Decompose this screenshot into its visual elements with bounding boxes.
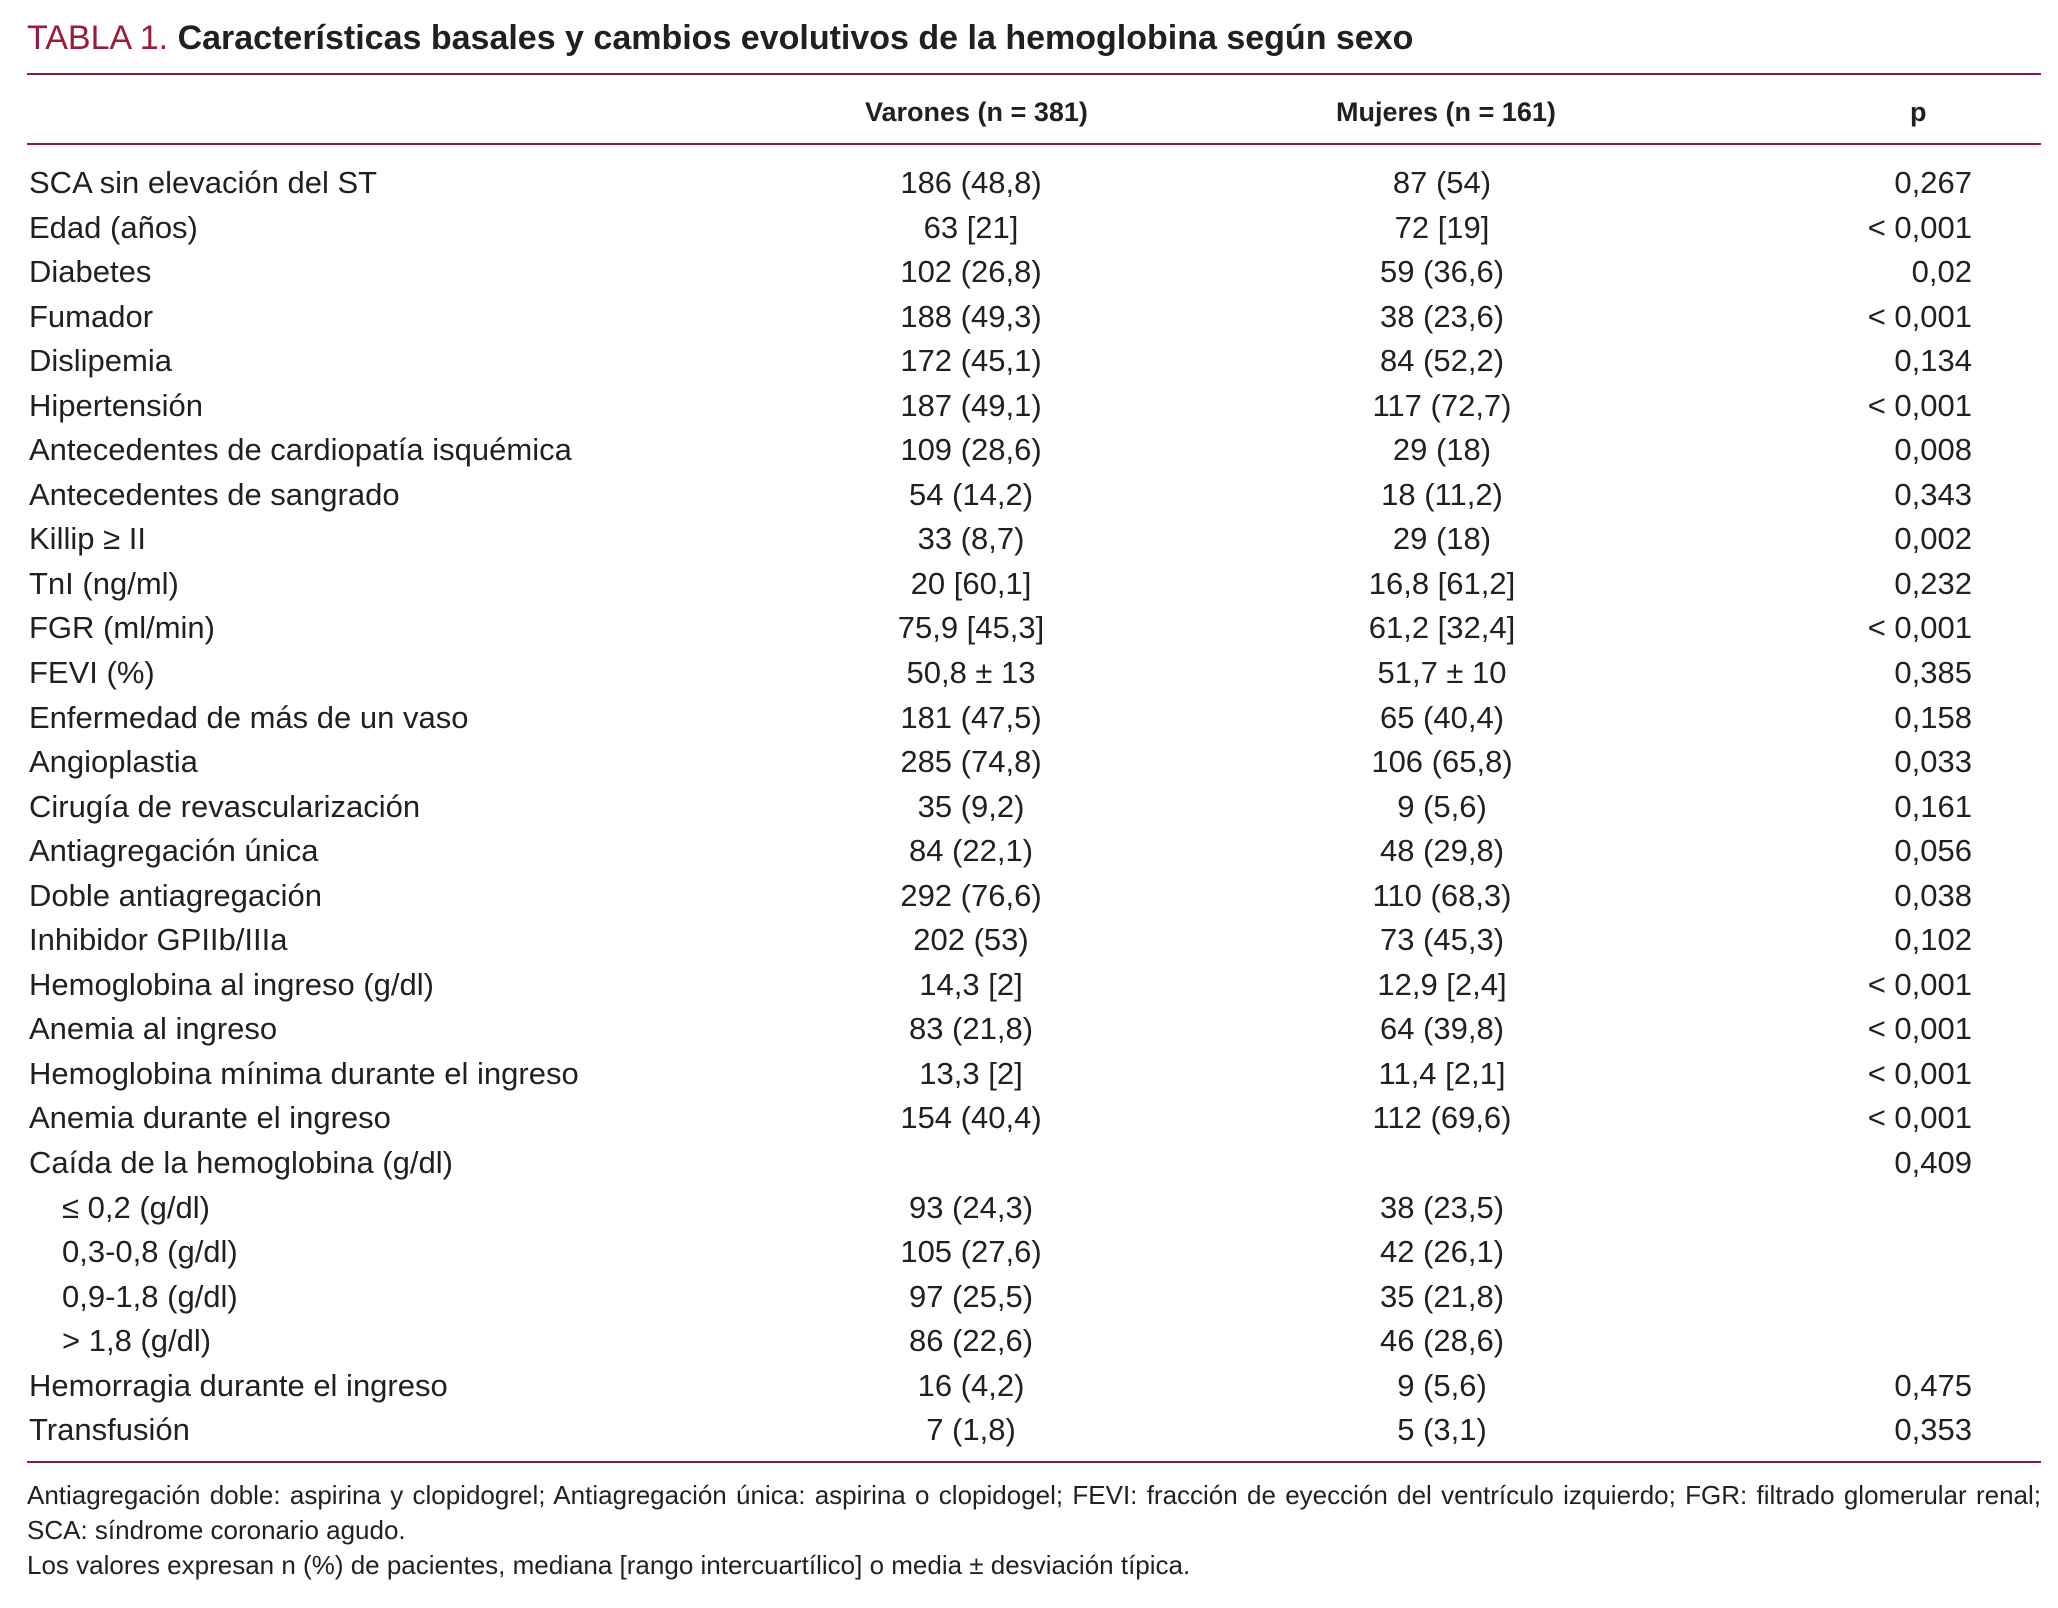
table-row bbox=[0, 1319, 2058, 1364]
table-number: TABLA 1. bbox=[27, 19, 169, 57]
table-row bbox=[0, 517, 2058, 562]
row-value-men: 93 (24,3) bbox=[908, 1189, 1034, 1225]
column-header-women: Mujeres (n = 161) bbox=[1336, 97, 1556, 127]
table-row bbox=[0, 1186, 2058, 1231]
row-label: 0,9-1,8 (g/dl) bbox=[62, 1278, 238, 1314]
row-value-men: 285 (74,8) bbox=[900, 744, 1042, 780]
row-label: ≤ 0,2 (g/dl) bbox=[62, 1189, 210, 1225]
row-p-value: < 0,001 bbox=[1867, 387, 1972, 423]
row-value-women: 42 (26,1) bbox=[1379, 1234, 1505, 1270]
column-header-p: p bbox=[1910, 97, 1927, 127]
footnote-values: Los valores expresan n (%) de pacientes, mediana [rango intercuartílico] o media ± desviación típica. bbox=[27, 1550, 1191, 1580]
row-value-women: 84 (52,2) bbox=[1379, 343, 1505, 379]
row-value-women: 64 (39,8) bbox=[1379, 1011, 1505, 1047]
header-rule bbox=[27, 143, 2041, 145]
table-row bbox=[0, 1364, 2058, 1409]
row-value-women: 12,9 [2,4] bbox=[1377, 966, 1507, 1002]
row-p-value: 0,038 bbox=[1894, 877, 1972, 913]
row-value-women: 72 [19] bbox=[1394, 209, 1490, 245]
row-value-women: 11,4 [2,1] bbox=[1378, 1055, 1506, 1091]
row-value-women: 38 (23,5) bbox=[1379, 1189, 1505, 1225]
row-p-value: 0,409 bbox=[1894, 1145, 1972, 1181]
row-label: Killip ≥ II bbox=[29, 521, 146, 557]
row-p-value: 0,02 bbox=[1911, 254, 1972, 290]
row-value-women: 106 (65,8) bbox=[1371, 744, 1513, 780]
row-p-value: 0,353 bbox=[1894, 1412, 1972, 1448]
table-row bbox=[0, 562, 2058, 607]
table-row bbox=[0, 295, 2058, 340]
row-value-men: 20 [60,1] bbox=[910, 565, 1032, 601]
row-label: Hemorragia durante el ingreso bbox=[29, 1367, 448, 1403]
row-label: Cirugía de revascularización bbox=[29, 788, 421, 824]
row-value-women: 110 (68,3) bbox=[1372, 877, 1512, 913]
row-value-women: 48 (29,8) bbox=[1379, 833, 1505, 869]
table-footnotes bbox=[27, 1478, 2041, 1583]
table-title bbox=[27, 16, 1413, 60]
row-label: 0,3-0,8 (g/dl) bbox=[62, 1234, 238, 1270]
row-p-value: < 0,001 bbox=[1867, 209, 1972, 245]
row-value-women: 5 (3,1) bbox=[1397, 1412, 1487, 1448]
row-value-men: 83 (21,8) bbox=[908, 1011, 1034, 1047]
row-value-men: 14,3 [2] bbox=[919, 966, 1023, 1002]
table-row bbox=[0, 1096, 2058, 1141]
row-value-women: 65 (40,4) bbox=[1379, 699, 1505, 735]
table-row bbox=[0, 829, 2058, 874]
row-value-men: 292 (76,6) bbox=[900, 877, 1042, 913]
row-label: Antiagregación única bbox=[29, 833, 319, 869]
table-row bbox=[0, 1408, 2058, 1453]
bottom-rule bbox=[27, 1461, 2041, 1463]
row-value-women: 51,7 ± 10 bbox=[1377, 655, 1507, 691]
row-value-women: 9 (5,6) bbox=[1397, 1367, 1487, 1403]
table-row bbox=[0, 1230, 2058, 1275]
row-p-value: 0,056 bbox=[1894, 833, 1972, 869]
row-p-value: 0,002 bbox=[1894, 521, 1972, 557]
row-label: Fumador bbox=[29, 298, 154, 334]
row-p-value: 0,161 bbox=[1894, 788, 1972, 824]
table-row bbox=[0, 918, 2058, 963]
row-value-men: 54 (14,2) bbox=[908, 476, 1034, 512]
row-value-women: 87 (54) bbox=[1392, 165, 1492, 200]
row-label: Angioplastia bbox=[29, 744, 198, 780]
row-value-men: 84 (22,1) bbox=[908, 833, 1034, 869]
table-row bbox=[0, 874, 2058, 919]
row-value-men: 109 (28,6) bbox=[900, 432, 1042, 468]
row-p-value: 0,343 bbox=[1894, 476, 1972, 512]
column-header-men: Varones (n = 381) bbox=[865, 97, 1088, 127]
row-label: Hipertensión bbox=[29, 387, 204, 423]
row-value-women: 61,2 [32,4] bbox=[1368, 610, 1516, 646]
row-value-women: 35 (21,8) bbox=[1379, 1278, 1505, 1314]
row-p-value: < 0,001 bbox=[1867, 610, 1972, 646]
row-label: > 1,8 (g/dl) bbox=[62, 1323, 212, 1359]
row-p-value: 0,158 bbox=[1894, 699, 1972, 735]
table-row bbox=[0, 1141, 2058, 1186]
row-value-men: 102 (26,8) bbox=[900, 254, 1042, 290]
row-value-women: 112 (69,6) bbox=[1372, 1100, 1512, 1136]
table-row bbox=[0, 384, 2058, 429]
row-p-value: < 0,001 bbox=[1867, 1100, 1972, 1136]
row-value-men: 202 (53) bbox=[913, 922, 1029, 958]
row-p-value: < 0,001 bbox=[1867, 298, 1972, 334]
row-value-women: 73 (45,3) bbox=[1379, 922, 1505, 958]
row-value-men: 50,8 ± 13 bbox=[906, 655, 1036, 691]
row-label: Anemia durante el ingreso bbox=[29, 1100, 391, 1136]
row-p-value: 0,267 bbox=[1894, 165, 1972, 200]
row-value-men: 13,3 [2] bbox=[919, 1055, 1023, 1091]
table-row bbox=[0, 428, 2058, 473]
row-label: Caída de la hemoglobina (g/dl) bbox=[29, 1145, 453, 1181]
row-p-value: 0,033 bbox=[1894, 744, 1972, 780]
row-p-value: 0,008 bbox=[1894, 432, 1972, 468]
row-value-men: 154 (40,4) bbox=[900, 1100, 1042, 1136]
row-label: FGR (ml/min) bbox=[29, 610, 215, 646]
row-value-men: 187 (49,1) bbox=[900, 387, 1042, 423]
table-row bbox=[0, 740, 2058, 785]
row-value-men: 86 (22,6) bbox=[908, 1323, 1034, 1359]
row-value-women: 46 (28,6) bbox=[1379, 1323, 1505, 1359]
row-label: Diabetes bbox=[29, 254, 152, 290]
row-p-value: 0,232 bbox=[1894, 565, 1972, 601]
row-value-men: 172 (45,1) bbox=[900, 343, 1042, 379]
table-row bbox=[0, 250, 2058, 295]
row-value-men: 75,9 [45,3] bbox=[897, 610, 1045, 646]
row-label: Inhibidor GPIIb/IIIa bbox=[29, 922, 288, 958]
footnote-abbreviations: Antiagregación doble: aspirina y clopidogrel; Antiagregación única: aspirina o clopidogel; FEVI: fracción de eyección del ventrículo izquierdo; FGR: filtrado glomerular renal; SCA: síndrome coronario agudo. bbox=[27, 1480, 2041, 1545]
table-row bbox=[0, 161, 2058, 206]
table-row bbox=[0, 1052, 2058, 1097]
row-value-women: 29 (18) bbox=[1392, 432, 1492, 468]
row-label: Enfermedad de más de un vaso bbox=[29, 699, 469, 735]
row-value-women: 59 (36,6) bbox=[1379, 254, 1505, 290]
row-label: TnI (ng/ml) bbox=[29, 565, 179, 601]
row-label: Antecedentes de sangrado bbox=[29, 476, 400, 512]
top-rule bbox=[27, 73, 2041, 75]
table-row bbox=[0, 1007, 2058, 1052]
row-p-value: 0,134 bbox=[1894, 343, 1972, 379]
row-value-women: 9 (5,6) bbox=[1397, 788, 1487, 824]
row-value-women: 29 (18) bbox=[1392, 521, 1492, 557]
row-label: Doble antiagregación bbox=[29, 877, 322, 913]
row-value-women: 117 (72,7) bbox=[1372, 387, 1512, 423]
table-row bbox=[0, 473, 2058, 518]
row-value-men: 105 (27,6) bbox=[900, 1234, 1042, 1270]
row-p-value: 0,385 bbox=[1894, 655, 1972, 691]
row-label: Edad (años) bbox=[29, 209, 198, 245]
table-body bbox=[0, 161, 2058, 1453]
row-label: Transfusión bbox=[29, 1412, 190, 1448]
row-label: Antecedentes de cardiopatía isquémica bbox=[29, 432, 572, 468]
table-row bbox=[0, 206, 2058, 251]
row-label: Dislipemia bbox=[29, 343, 172, 379]
row-label: FEVI (%) bbox=[29, 655, 155, 691]
row-value-men: 7 (1,8) bbox=[926, 1412, 1016, 1448]
row-p-value: < 0,001 bbox=[1867, 1055, 1972, 1091]
row-value-men: 181 (47,5) bbox=[900, 699, 1042, 735]
table-row bbox=[0, 1275, 2058, 1320]
table-row bbox=[0, 696, 2058, 741]
table-caption: Características basales y cambios evolutivos de la hemoglobina según sexo bbox=[177, 19, 1414, 57]
row-value-men: 188 (49,3) bbox=[900, 298, 1042, 334]
row-value-men: 63 [21] bbox=[923, 209, 1019, 245]
row-value-men: 16 (4,2) bbox=[917, 1367, 1025, 1403]
table-row bbox=[0, 606, 2058, 651]
row-value-men: 35 (9,2) bbox=[917, 788, 1025, 824]
row-p-value: 0,102 bbox=[1894, 922, 1972, 958]
row-label: Hemoglobina mínima durante el ingreso bbox=[29, 1055, 579, 1091]
row-value-men: 97 (25,5) bbox=[908, 1278, 1034, 1314]
row-value-women: 38 (23,6) bbox=[1379, 298, 1505, 334]
row-value-women: 16,8 [61,2] bbox=[1368, 565, 1516, 601]
row-value-men: 33 (8,7) bbox=[917, 521, 1025, 557]
row-p-value: < 0,001 bbox=[1867, 1011, 1972, 1047]
row-value-men: 186 (48,8) bbox=[900, 165, 1042, 200]
row-value-women: 18 (11,2) bbox=[1381, 476, 1503, 512]
row-label: Anemia al ingreso bbox=[29, 1011, 278, 1047]
row-label: Hemoglobina al ingreso (g/dl) bbox=[29, 966, 434, 1002]
table-row bbox=[0, 963, 2058, 1008]
table-row bbox=[0, 785, 2058, 830]
table-row bbox=[0, 339, 2058, 384]
row-p-value: < 0,001 bbox=[1867, 966, 1972, 1002]
row-p-value: 0,475 bbox=[1894, 1367, 1972, 1403]
row-label: SCA sin elevación del ST bbox=[29, 165, 378, 200]
table-row bbox=[0, 651, 2058, 696]
